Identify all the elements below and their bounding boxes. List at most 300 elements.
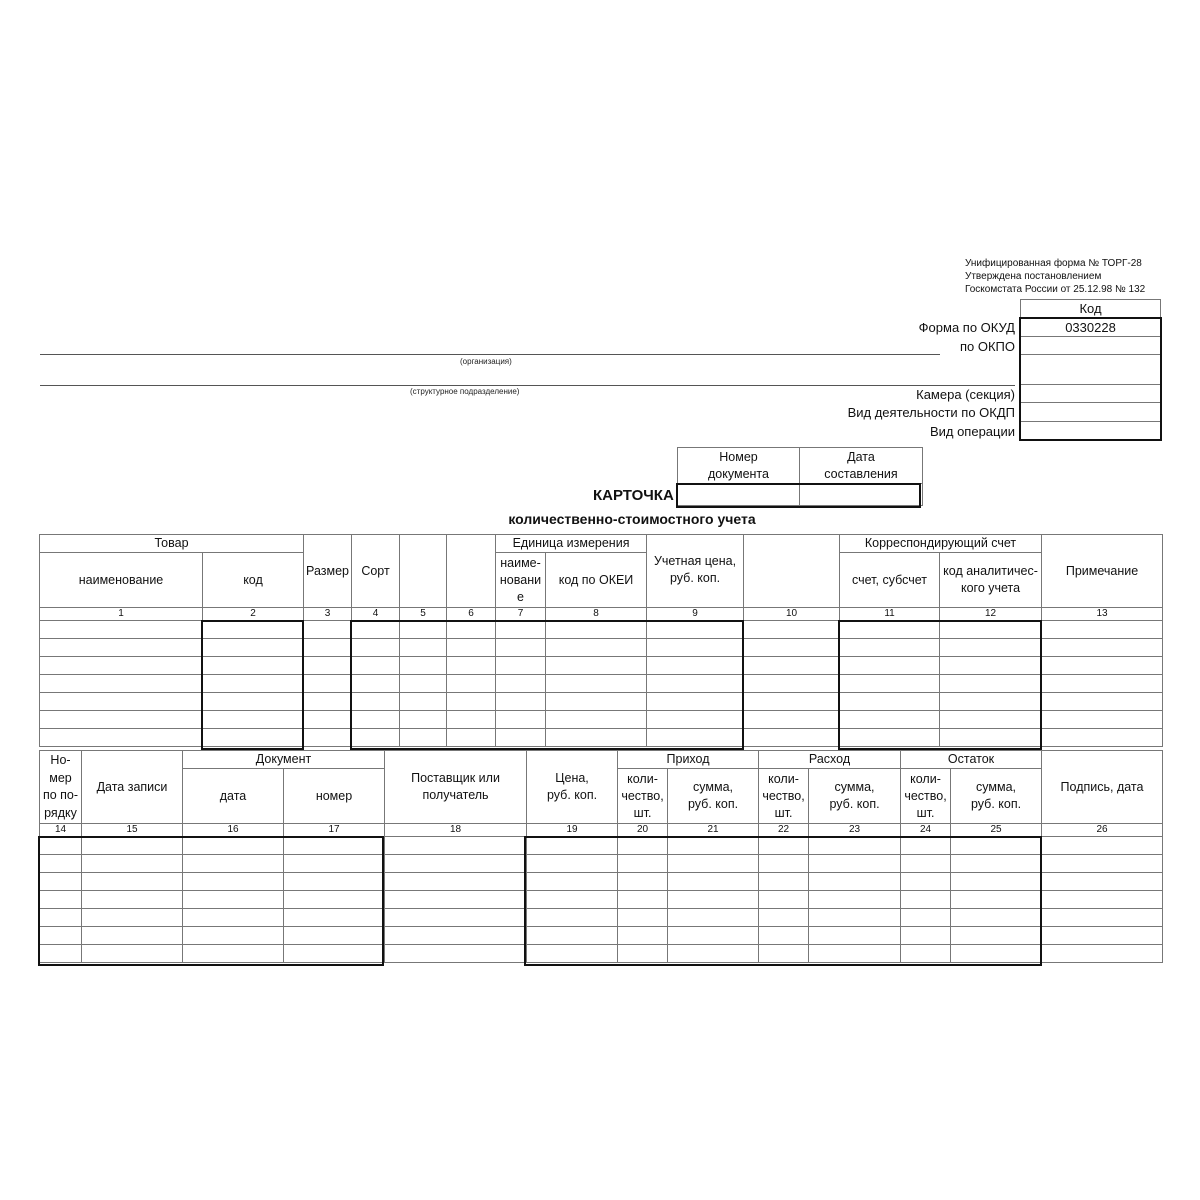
- movement-table-cell[interactable]: [759, 945, 809, 963]
- goods-table-cell[interactable]: [496, 729, 546, 747]
- movement-table-cell[interactable]: [951, 891, 1042, 909]
- goods-table-cell[interactable]: [496, 621, 546, 639]
- movement-col-number: 19: [527, 824, 618, 837]
- movement-table-row: [40, 891, 1163, 909]
- goods-table-cell[interactable]: [352, 693, 400, 711]
- movement-table-cell[interactable]: [385, 873, 527, 891]
- movement-table-cell[interactable]: [82, 891, 183, 909]
- goods-table-cell[interactable]: [304, 639, 352, 657]
- okud-value[interactable]: 0330228: [1021, 318, 1161, 337]
- doc-date-header: [800, 448, 923, 484]
- movement-table-cell[interactable]: [183, 855, 284, 873]
- movement-col-number: 16: [183, 824, 284, 837]
- price-header-1: Учетная цена,: [653, 554, 737, 568]
- goods-header: Товар: [40, 535, 304, 553]
- movement-table-cell[interactable]: [668, 927, 759, 945]
- col6-header: [447, 535, 496, 608]
- movement-table-cell[interactable]: [385, 945, 527, 963]
- goods-table-cell[interactable]: [840, 675, 940, 693]
- goods-table-cell[interactable]: [400, 693, 447, 711]
- movement-table-cell[interactable]: [759, 855, 809, 873]
- movement-table-cell[interactable]: [527, 837, 618, 855]
- goods-table: [39, 534, 1163, 747]
- movement-table-cell[interactable]: [951, 927, 1042, 945]
- qty-header-line-3: шт.: [633, 805, 652, 820]
- form-header-line3: Госкомстата России от 25.12.98 № 132: [965, 284, 1146, 295]
- okud-label: Форма по ОКУД: [918, 320, 1015, 335]
- goods-table-cell[interactable]: [352, 639, 400, 657]
- unit-name-2: новани: [499, 572, 542, 587]
- supplier-header-1: Поставщик или: [411, 771, 500, 785]
- goods-table-cell[interactable]: [546, 639, 647, 657]
- price-header-2: руб. коп.: [669, 571, 721, 585]
- movement-col-number: 22: [759, 824, 809, 837]
- movement-table-cell[interactable]: [901, 909, 951, 927]
- goods-table-cell[interactable]: [496, 657, 546, 675]
- movement-table-cell[interactable]: [82, 873, 183, 891]
- movement-table-cell[interactable]: [1042, 927, 1163, 945]
- form-header: [965, 257, 1145, 296]
- goods-table-cell[interactable]: [304, 729, 352, 747]
- movement-table-cell[interactable]: [951, 855, 1042, 873]
- qty-header-line-3: шт.: [774, 805, 793, 820]
- doc-date-subheader: дата: [183, 769, 284, 824]
- movement-col-number: 24: [901, 824, 951, 837]
- goods-col-number: 5: [400, 608, 447, 621]
- movement-col-number: 18: [385, 824, 527, 837]
- movement-table-cell[interactable]: [40, 945, 82, 963]
- goods-table-cell[interactable]: [400, 639, 447, 657]
- signature-header: Подпись, дата: [1042, 751, 1163, 824]
- movement-table-cell[interactable]: [618, 855, 668, 873]
- goods-col-number: 2: [203, 608, 304, 621]
- movement-table-cell[interactable]: [809, 855, 901, 873]
- goods-col-number: 8: [546, 608, 647, 621]
- movement-table-cell[interactable]: [527, 891, 618, 909]
- qty-header-line-2: чество,: [904, 788, 947, 803]
- goods-table-cell[interactable]: [447, 693, 496, 711]
- movement-table-cell[interactable]: [527, 927, 618, 945]
- doc-number-value[interactable]: [678, 484, 800, 506]
- movement-table-cell[interactable]: [385, 855, 527, 873]
- goods-table-cell[interactable]: [40, 711, 203, 729]
- goods-table-cell[interactable]: [352, 675, 400, 693]
- unit-name-3: е: [517, 589, 524, 604]
- ordinal-header-1: Но-: [50, 753, 71, 767]
- goods-table-cell[interactable]: [40, 639, 203, 657]
- ordinal-header-4: рядку: [44, 805, 77, 820]
- movement-table-row: [40, 927, 1163, 945]
- analytic-header-2: кого учета: [960, 581, 1021, 595]
- goods-table-cell[interactable]: [40, 729, 203, 747]
- movement-table-cell[interactable]: [809, 945, 901, 963]
- goods-table-cell[interactable]: [1042, 621, 1163, 639]
- okpo-label: по ОКПО: [959, 339, 1015, 354]
- goods-table-cell[interactable]: [400, 729, 447, 747]
- goods-table-cell[interactable]: [203, 657, 304, 675]
- unit-header: Единица измерения: [496, 535, 647, 553]
- subdivision-line[interactable]: [40, 385, 1015, 386]
- movement-table-cell[interactable]: [759, 891, 809, 909]
- goods-table-cell[interactable]: [840, 711, 940, 729]
- movement-table-cell[interactable]: [183, 891, 284, 909]
- subdivision-caption: (структурное подразделение): [410, 387, 520, 396]
- goods-col-number: 1: [40, 608, 203, 621]
- movement-table-cell[interactable]: [40, 909, 82, 927]
- goods-table-cell[interactable]: [546, 693, 647, 711]
- goods-table-cell[interactable]: [203, 693, 304, 711]
- movement-table-cell[interactable]: [183, 873, 284, 891]
- expense-qty-header: [759, 769, 809, 824]
- unit-name-1: наиме-: [500, 555, 541, 570]
- operation-label: Вид операции: [929, 424, 1015, 439]
- movement-table-cell[interactable]: [668, 945, 759, 963]
- goods-table-cell[interactable]: [352, 621, 400, 639]
- movement-table-cell[interactable]: [183, 837, 284, 855]
- goods-table-cell[interactable]: [647, 675, 744, 693]
- movement-table-cell[interactable]: [1042, 891, 1163, 909]
- analytic-header-1: код аналитичес-: [943, 564, 1038, 578]
- goods-table-cell[interactable]: [40, 621, 203, 639]
- goods-table-cell[interactable]: [304, 693, 352, 711]
- movement-table-cell[interactable]: [759, 909, 809, 927]
- okdp-value[interactable]: [1021, 403, 1161, 422]
- movement-table-cell[interactable]: [759, 837, 809, 855]
- movement-table-cell[interactable]: [901, 873, 951, 891]
- sum-header-line-2: руб. коп.: [829, 797, 880, 811]
- movement-table-cell[interactable]: [284, 927, 385, 945]
- goods-col-number: 3: [304, 608, 352, 621]
- doc-date-value[interactable]: [800, 484, 923, 506]
- record-date-header: Дата записи: [82, 751, 183, 824]
- movement-col-number: 26: [1042, 824, 1163, 837]
- goods-table-cell[interactable]: [352, 729, 400, 747]
- goods-table-cell[interactable]: [840, 729, 940, 747]
- movement-table-cell[interactable]: [284, 837, 385, 855]
- goods-table-cell[interactable]: [647, 639, 744, 657]
- movement-table-cell[interactable]: [809, 891, 901, 909]
- movement-table-cell[interactable]: [82, 927, 183, 945]
- sum-header-line-1: сумма,: [976, 780, 1016, 794]
- goods-table-cell[interactable]: [744, 729, 840, 747]
- ordinal-header: [40, 751, 82, 824]
- goods-table-cell[interactable]: [840, 639, 940, 657]
- movement-table-cell[interactable]: [1042, 855, 1163, 873]
- movement-table-cell[interactable]: [40, 855, 82, 873]
- card-title: КАРТОЧКА: [593, 487, 674, 504]
- goods-table-cell[interactable]: [840, 657, 940, 675]
- movement-table-cell[interactable]: [527, 945, 618, 963]
- goods-col-number: 12: [940, 608, 1042, 621]
- movement-table-cell[interactable]: [385, 909, 527, 927]
- movement-table-cell[interactable]: [385, 837, 527, 855]
- goods-table-cell[interactable]: [304, 621, 352, 639]
- goods-table-row: [40, 639, 1163, 657]
- goods-table-cell[interactable]: [1042, 729, 1163, 747]
- movement-col-number: 20: [618, 824, 668, 837]
- goods-table-row: [40, 621, 1163, 639]
- form-header-line2: Утверждена постановлением: [965, 271, 1102, 282]
- movement-table-cell[interactable]: [1042, 945, 1163, 963]
- goods-table-cell[interactable]: [940, 675, 1042, 693]
- movement-table-cell[interactable]: [618, 927, 668, 945]
- movement-table-cell[interactable]: [82, 945, 183, 963]
- movement-table-cell[interactable]: [901, 855, 951, 873]
- goods-table-cell[interactable]: [744, 711, 840, 729]
- goods-table-cell[interactable]: [447, 639, 496, 657]
- goods-table-cell[interactable]: [1042, 693, 1163, 711]
- goods-table-cell[interactable]: [546, 711, 647, 729]
- goods-table-cell[interactable]: [447, 675, 496, 693]
- movement-table-cell[interactable]: [668, 855, 759, 873]
- movement-table-cell[interactable]: [40, 837, 82, 855]
- col10-header: [744, 535, 840, 608]
- movement-table: [39, 750, 1163, 963]
- doc-number-subheader: номер: [284, 769, 385, 824]
- goods-table-cell[interactable]: [647, 621, 744, 639]
- goods-table-cell[interactable]: [496, 675, 546, 693]
- income-header: Приход: [618, 751, 759, 769]
- doc-date-label-1: Дата: [847, 449, 875, 464]
- movement-table-cell[interactable]: [385, 927, 527, 945]
- chamber-value[interactable]: [1021, 385, 1161, 403]
- document-header: Документ: [183, 751, 385, 769]
- goods-table-cell[interactable]: [203, 729, 304, 747]
- qty-header-line-3: шт.: [916, 805, 935, 820]
- movement-table-cell[interactable]: [809, 909, 901, 927]
- goods-table-cell[interactable]: [744, 675, 840, 693]
- income-sum-header: [668, 769, 759, 824]
- chamber-label: Камера (секция): [916, 387, 1015, 402]
- organization-caption: (организация): [460, 357, 512, 366]
- goods-table-cell[interactable]: [840, 693, 940, 711]
- goods-table-cell[interactable]: [496, 693, 546, 711]
- movement-table-cell[interactable]: [951, 873, 1042, 891]
- goods-table-cell[interactable]: [744, 657, 840, 675]
- goods-table-cell[interactable]: [546, 729, 647, 747]
- movement-table-cell[interactable]: [527, 855, 618, 873]
- movement-table-cell[interactable]: [183, 945, 284, 963]
- movement-table-cell[interactable]: [618, 837, 668, 855]
- price2-header-2: руб. коп.: [546, 788, 598, 802]
- goods-col-number: 6: [447, 608, 496, 621]
- movement-table-cell[interactable]: [618, 873, 668, 891]
- movement-table-row: [40, 837, 1163, 855]
- goods-table-cell[interactable]: [203, 639, 304, 657]
- note-header: Примечание: [1042, 535, 1163, 608]
- movement-table-cell[interactable]: [183, 909, 284, 927]
- movement-table-cell[interactable]: [1042, 873, 1163, 891]
- movement-table-cell[interactable]: [284, 873, 385, 891]
- movement-table-cell[interactable]: [668, 909, 759, 927]
- movement-table-row: [40, 873, 1163, 891]
- movement-table-cell[interactable]: [668, 891, 759, 909]
- movement-col-number: 21: [668, 824, 759, 837]
- operation-value[interactable]: [1021, 422, 1161, 440]
- movement-table-cell[interactable]: [385, 891, 527, 909]
- movement-table-cell[interactable]: [284, 909, 385, 927]
- movement-table-cell[interactable]: [759, 927, 809, 945]
- movement-table-cell[interactable]: [284, 891, 385, 909]
- goods-table-cell[interactable]: [940, 711, 1042, 729]
- goods-table-cell[interactable]: [940, 729, 1042, 747]
- form-header-line1: Унифицированная форма № ТОРГ-28: [965, 258, 1142, 269]
- doc-date-label-2: составления: [824, 466, 898, 481]
- movement-table-cell[interactable]: [901, 837, 951, 855]
- code-box: [1020, 299, 1161, 440]
- supplier-header-2: получатель: [422, 788, 489, 802]
- account-header: счет, субсчет: [840, 553, 940, 608]
- goods-table-cell[interactable]: [203, 711, 304, 729]
- goods-table-cell[interactable]: [940, 657, 1042, 675]
- goods-table-cell[interactable]: [940, 621, 1042, 639]
- movement-table-cell[interactable]: [668, 837, 759, 855]
- balance-sum-header: [951, 769, 1042, 824]
- size-header: Размер: [304, 535, 352, 608]
- goods-table-cell[interactable]: [400, 621, 447, 639]
- movement-table-cell[interactable]: [901, 891, 951, 909]
- balance-header: Остаток: [901, 751, 1042, 769]
- movement-table-cell[interactable]: [901, 927, 951, 945]
- goods-table-cell[interactable]: [840, 621, 940, 639]
- expense-header: Расход: [759, 751, 901, 769]
- movement-table-cell[interactable]: [40, 927, 82, 945]
- goods-table-cell[interactable]: [647, 711, 744, 729]
- goods-table-row: [40, 711, 1163, 729]
- movement-table-cell[interactable]: [82, 855, 183, 873]
- balance-qty-header: [901, 769, 951, 824]
- movement-table-cell[interactable]: [40, 891, 82, 909]
- okpo-value[interactable]: [1021, 337, 1161, 355]
- movement-table-cell[interactable]: [527, 909, 618, 927]
- goods-table-cell[interactable]: [447, 711, 496, 729]
- goods-table-cell[interactable]: [744, 621, 840, 639]
- movement-table-cell[interactable]: [618, 891, 668, 909]
- movement-table-cell[interactable]: [668, 873, 759, 891]
- movement-table-cell[interactable]: [809, 927, 901, 945]
- goods-table-cell[interactable]: [304, 675, 352, 693]
- movement-table-cell[interactable]: [951, 945, 1042, 963]
- qty-header-line-1: коли-: [910, 771, 941, 786]
- qty-header-line-2: чество,: [762, 788, 805, 803]
- movement-table-cell[interactable]: [183, 927, 284, 945]
- goods-table-cell[interactable]: [352, 657, 400, 675]
- analytic-header: [940, 553, 1042, 608]
- movement-table-row: [40, 945, 1163, 963]
- goods-table-cell[interactable]: [400, 675, 447, 693]
- sum-header-line-2: руб. коп.: [687, 797, 739, 811]
- goods-table-cell[interactable]: [304, 711, 352, 729]
- movement-table-cell[interactable]: [40, 873, 82, 891]
- code-header: Код: [1021, 300, 1161, 318]
- goods-table-cell[interactable]: [744, 639, 840, 657]
- movement-table-cell[interactable]: [284, 945, 385, 963]
- movement-table-cell[interactable]: [809, 873, 901, 891]
- organization-line[interactable]: [40, 354, 940, 355]
- goods-table-cell[interactable]: [940, 693, 1042, 711]
- movement-table-cell[interactable]: [527, 873, 618, 891]
- ordinal-header-3: по по-: [42, 788, 79, 802]
- code-header: код: [203, 553, 304, 608]
- goods-table-cell[interactable]: [647, 693, 744, 711]
- goods-table-cell[interactable]: [400, 657, 447, 675]
- unit-name-header: [496, 553, 546, 608]
- movement-table-cell[interactable]: [1042, 909, 1163, 927]
- movement-table-cell[interactable]: [951, 909, 1042, 927]
- goods-table-cell[interactable]: [400, 711, 447, 729]
- movement-col-number: 23: [809, 824, 901, 837]
- goods-table-cell[interactable]: [647, 657, 744, 675]
- goods-table-cell[interactable]: [203, 621, 304, 639]
- doc-number-label-2: документа: [708, 466, 769, 481]
- qty-header-line-2: чество,: [621, 788, 664, 803]
- goods-table-cell[interactable]: [496, 639, 546, 657]
- okpo-extra-value[interactable]: [1021, 355, 1161, 385]
- movement-table-row: [40, 855, 1163, 873]
- corr-account-header: Корреспондирующий счет: [840, 535, 1042, 553]
- qty-header-line-1: коли-: [768, 771, 799, 786]
- expense-sum-header: [809, 769, 901, 824]
- goods-table-cell[interactable]: [447, 621, 496, 639]
- movement-table-cell[interactable]: [809, 837, 901, 855]
- movement-table-cell[interactable]: [759, 873, 809, 891]
- movement-table-cell[interactable]: [618, 945, 668, 963]
- okei-header: код по ОКЕИ: [546, 553, 647, 608]
- goods-table-cell[interactable]: [546, 621, 647, 639]
- goods-table-cell[interactable]: [1042, 675, 1163, 693]
- goods-table-cell[interactable]: [203, 675, 304, 693]
- goods-table-cell[interactable]: [447, 657, 496, 675]
- goods-table-cell[interactable]: [546, 675, 647, 693]
- goods-table-cell[interactable]: [546, 657, 647, 675]
- goods-table-row: [40, 675, 1163, 693]
- movement-table-cell[interactable]: [1042, 837, 1163, 855]
- movement-table-cell[interactable]: [82, 909, 183, 927]
- goods-table-cell[interactable]: [40, 675, 203, 693]
- goods-table-cell[interactable]: [744, 693, 840, 711]
- goods-table-cell[interactable]: [496, 711, 546, 729]
- goods-col-number: 13: [1042, 608, 1163, 621]
- goods-table-cell[interactable]: [647, 729, 744, 747]
- price-header: [647, 535, 744, 608]
- goods-col-number: 10: [744, 608, 840, 621]
- sum-header-line-2: руб. коп.: [970, 797, 1022, 811]
- qty-header-line-1: коли-: [627, 771, 658, 786]
- goods-table-cell[interactable]: [940, 639, 1042, 657]
- goods-table-cell[interactable]: [1042, 657, 1163, 675]
- movement-table-cell[interactable]: [901, 945, 951, 963]
- goods-table-cell[interactable]: [1042, 639, 1163, 657]
- movement-table-cell[interactable]: [951, 837, 1042, 855]
- movement-col-number: 17: [284, 824, 385, 837]
- goods-table-cell[interactable]: [40, 657, 203, 675]
- goods-table-cell[interactable]: [1042, 711, 1163, 729]
- goods-table-cell[interactable]: [447, 729, 496, 747]
- movement-table-cell[interactable]: [618, 909, 668, 927]
- movement-table-row: [40, 909, 1163, 927]
- movement-table-cell[interactable]: [82, 837, 183, 855]
- goods-table-cell[interactable]: [352, 711, 400, 729]
- price2-header: [527, 751, 618, 824]
- card-subtitle: количественно-стоимостного учета: [508, 511, 756, 527]
- sum-header-line-1: сумма,: [693, 780, 733, 794]
- goods-table-cell[interactable]: [304, 657, 352, 675]
- goods-col-number: 7: [496, 608, 546, 621]
- sum-header-line-1: сумма,: [834, 780, 875, 794]
- movement-table-cell[interactable]: [284, 855, 385, 873]
- name-header: наименование: [40, 553, 203, 608]
- goods-table-cell[interactable]: [40, 693, 203, 711]
